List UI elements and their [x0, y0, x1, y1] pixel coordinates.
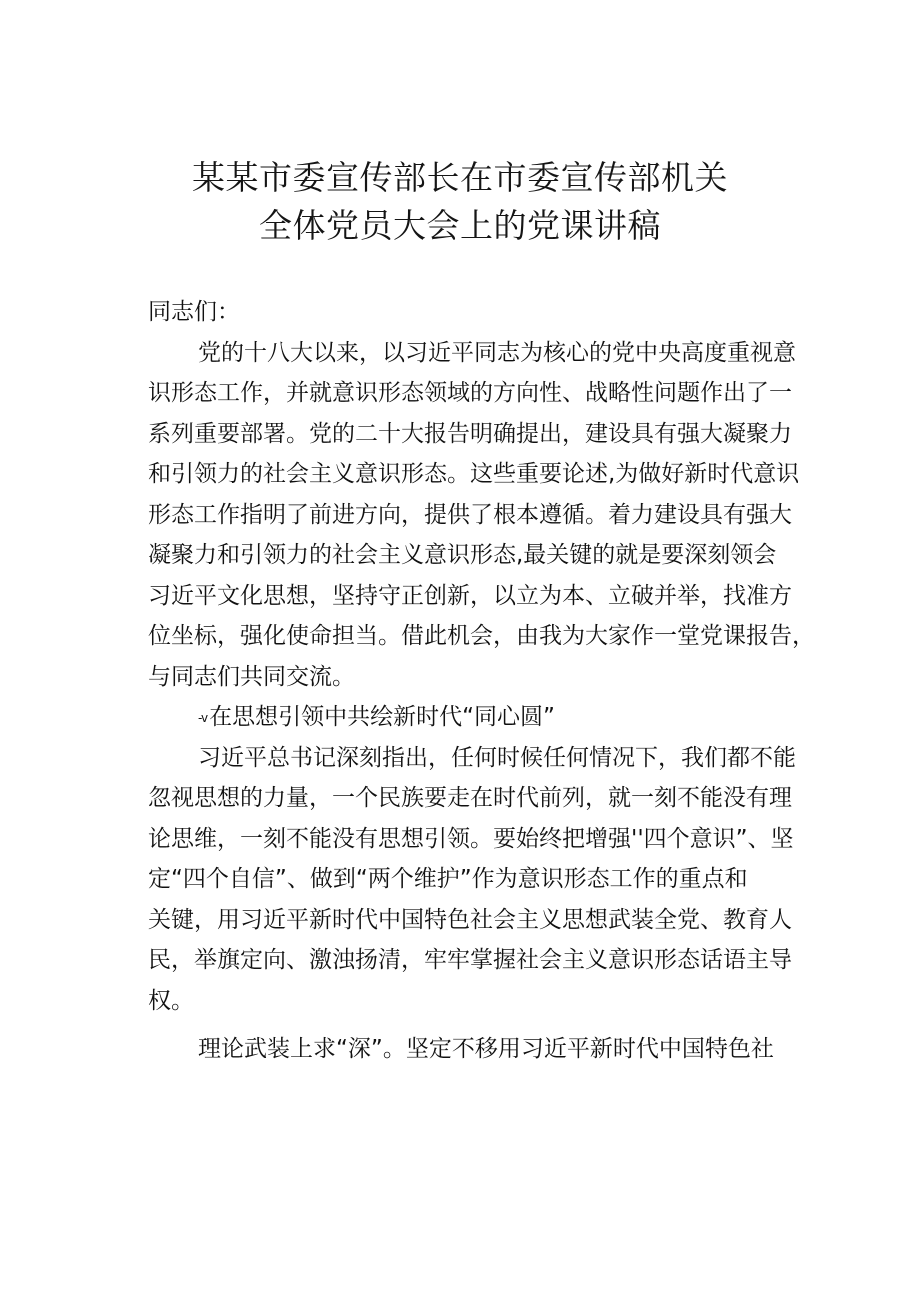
text-line: 论思维，一刻不能没有思想引领。要始终把增强''四个意识”、坚 — [148, 825, 794, 852]
paragraph-1 — [148, 333, 815, 698]
text-line: 和引领力的社会主义意识形态。这些重要论述,为做好新时代意识 — [148, 461, 800, 487]
text-line: 定“四个自信”、做到“两个维护”作为意识形态工作的重点和 — [148, 866, 748, 892]
text-line: 党的十八大以来，以习近平同志为核心的党中央高度重视意 — [198, 339, 796, 366]
section-marker: -v — [198, 711, 208, 725]
title-line-1: 某某市委宣传部长在市委宣传部机关 — [192, 158, 728, 197]
text-line: 忽视思想的力量，一个民族要走在时代前列，就一刻不能没有理 — [148, 785, 792, 811]
text-line: 系列重要部署。党的二十大报告明确提出，建设具有强大凝聚力 — [148, 420, 792, 447]
section-heading-text: 在思想引领中共绘新时代“同心圆” — [209, 704, 555, 730]
text-line: 习近平总书记深刻指出，任何时候任何情况下，我们都不能 — [198, 744, 796, 771]
text-line: 与同志们共同交流。 — [148, 663, 355, 690]
paragraph-gap — [148, 1021, 808, 1029]
paragraph-3 — [148, 1029, 808, 1070]
text-line: 关键，用习近平新时代中国特色社会主义思想武装全党、教育人 — [148, 906, 792, 933]
salutation: 同志们： — [148, 299, 240, 325]
text-line: 民，举旗定向、激浊扬清，牢牢掌握社会主义意识形态话语主导 — [148, 947, 792, 973]
document-title — [0, 154, 920, 250]
text-line: 权。 — [148, 987, 194, 1014]
text-line: 凝聚力和引领力的社会主义意识形态,最关键的就是要深刻领会 — [148, 542, 777, 568]
section-heading-1 — [148, 697, 808, 738]
text-line: 理论武装上求“深”。坚定不移用习近平新时代中国特色社 — [198, 1036, 774, 1062]
paragraph-2 — [148, 738, 808, 1022]
document-body — [148, 292, 815, 1070]
text-line: 习近平文化思想，坚持守正创新，以立为本、立破并举，找准方 — [148, 582, 792, 609]
text-line: 形态工作指明了前进方向，提供了根本遵循。着力建设具有强大 — [148, 501, 792, 528]
text-line: 位坐标，强化使命担当。借此机会，由我为大家作一堂党课报告， — [148, 623, 815, 649]
title-line-2: 全体党员大会上的党课讲稿 — [259, 206, 661, 245]
text-line: 识形态工作，并就意识形态领域的方向性、战略性问题作出了一 — [148, 380, 792, 406]
